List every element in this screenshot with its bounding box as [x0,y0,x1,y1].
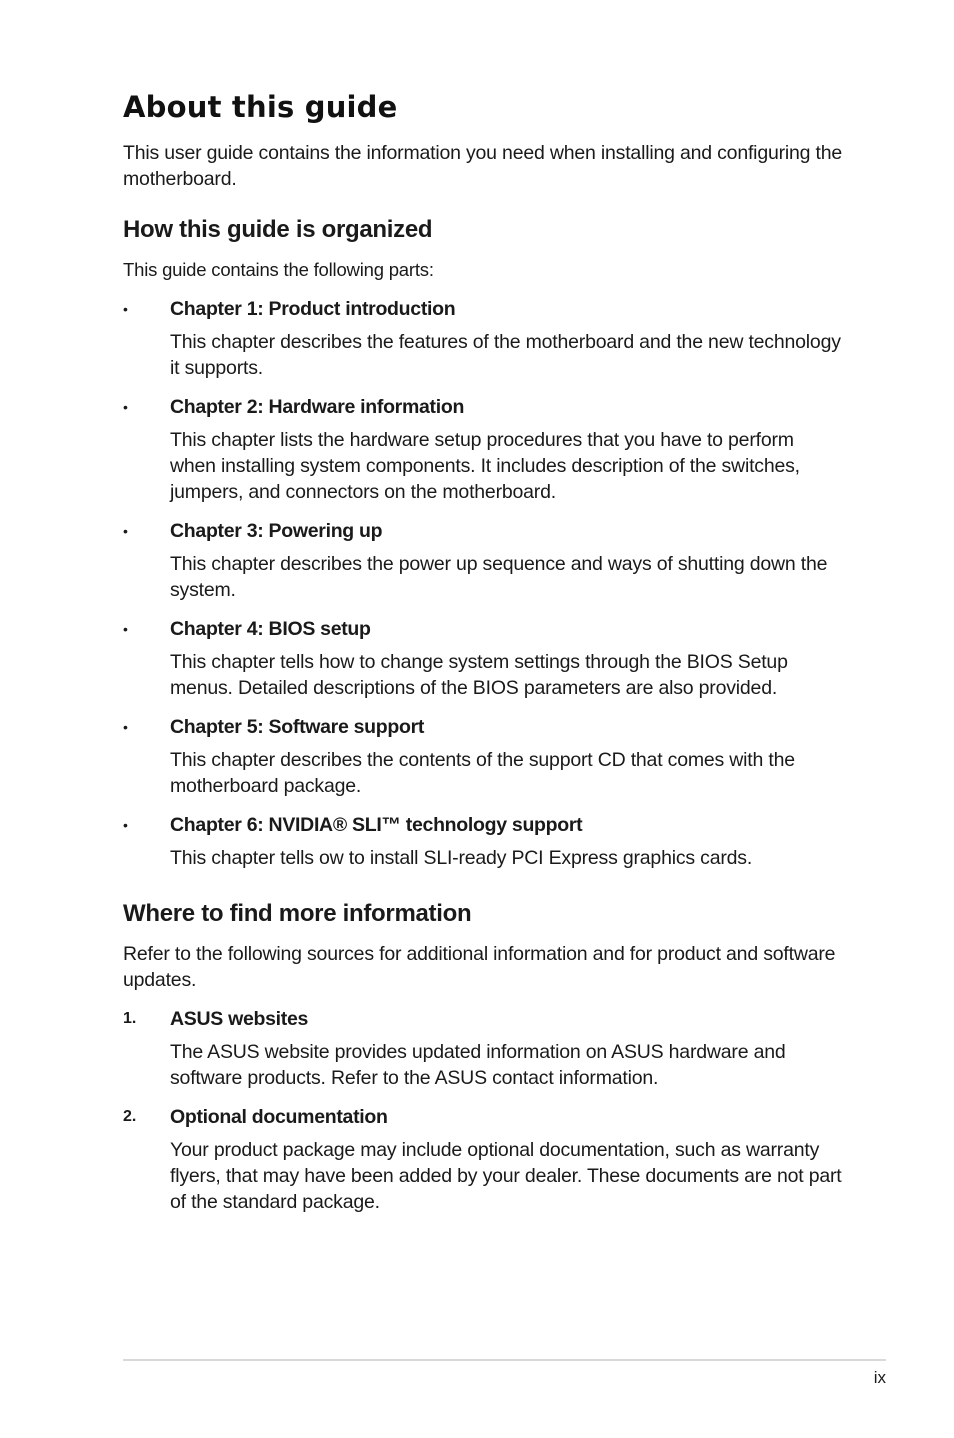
footer-divider [123,1359,886,1361]
source-list [123,1006,843,1215]
chapter-description: This chapter describes the power up sequence and ways of shutting down the system. [170,553,828,601]
list-item [123,616,843,701]
bullet-marker: • [123,621,128,637]
organized-lead: This guide contains the following parts: [123,259,434,280]
list-item [123,812,843,871]
chapter-list [123,296,843,871]
page-number: ix [873,1368,886,1387]
intro-paragraph: This user guide contains the information you need when installing and configuring the motherboard. [123,142,843,190]
chapter-description: This chapter lists the hardware setup procedures that you have to perform when installing system components. It includes description of the switches, jumpers, and connectors on the motherboard. [170,429,800,503]
chapter-description: This chapter tells ow to install SLI-ready PCI Express graphics cards. [170,847,753,869]
chapter-title: Chapter 4: BIOS setup [170,618,371,640]
section-heading-more-info: Where to find more information [123,900,472,927]
chapter-title: Chapter 6: NVIDIA® SLI™ technology support [170,814,583,836]
bullet-marker: • [123,399,128,415]
chapter-description: This chapter describes the features of the motherboard and the new technology it supports. [170,331,841,379]
document-page [123,88,843,1215]
list-item [123,518,843,603]
source-title: Optional documentation [170,1106,388,1128]
item-number: 2. [123,1108,137,1125]
list-item [123,296,843,381]
bullet-marker: • [123,719,128,735]
page-title: About this guide [123,90,398,124]
list-item [123,714,843,799]
source-title: ASUS websites [170,1008,309,1030]
source-description: Your product package may include optional documentation, such as warranty flyers, that may have been added by your dealer. These documents are not part of the standard package. [170,1139,842,1213]
chapter-title: Chapter 1: Product introduction [170,298,456,320]
bullet-marker: • [123,301,128,317]
chapter-description: This chapter describes the contents of the support CD that comes with the motherboard package. [170,749,795,797]
chapter-title: Chapter 2: Hardware information [170,396,465,418]
section-heading-organized: How this guide is organized [123,216,433,243]
chapter-description: This chapter tells how to change system settings through the BIOS Setup menus. Detailed descriptions of the BIOS parameters are also provided. [170,651,788,699]
bullet-marker: • [123,817,128,833]
source-description: The ASUS website provides updated information on ASUS hardware and software products. Refer to the ASUS contact information. [170,1041,786,1089]
item-number: 1. [123,1010,137,1027]
bullet-marker: • [123,523,128,539]
more-info-lead: Refer to the following sources for additional information and for product and software updates. [123,943,836,991]
list-item [123,1006,843,1091]
list-item [123,394,843,505]
chapter-title: Chapter 5: Software support [170,716,425,738]
list-item [123,1104,843,1215]
chapter-title: Chapter 3: Powering up [170,520,383,542]
